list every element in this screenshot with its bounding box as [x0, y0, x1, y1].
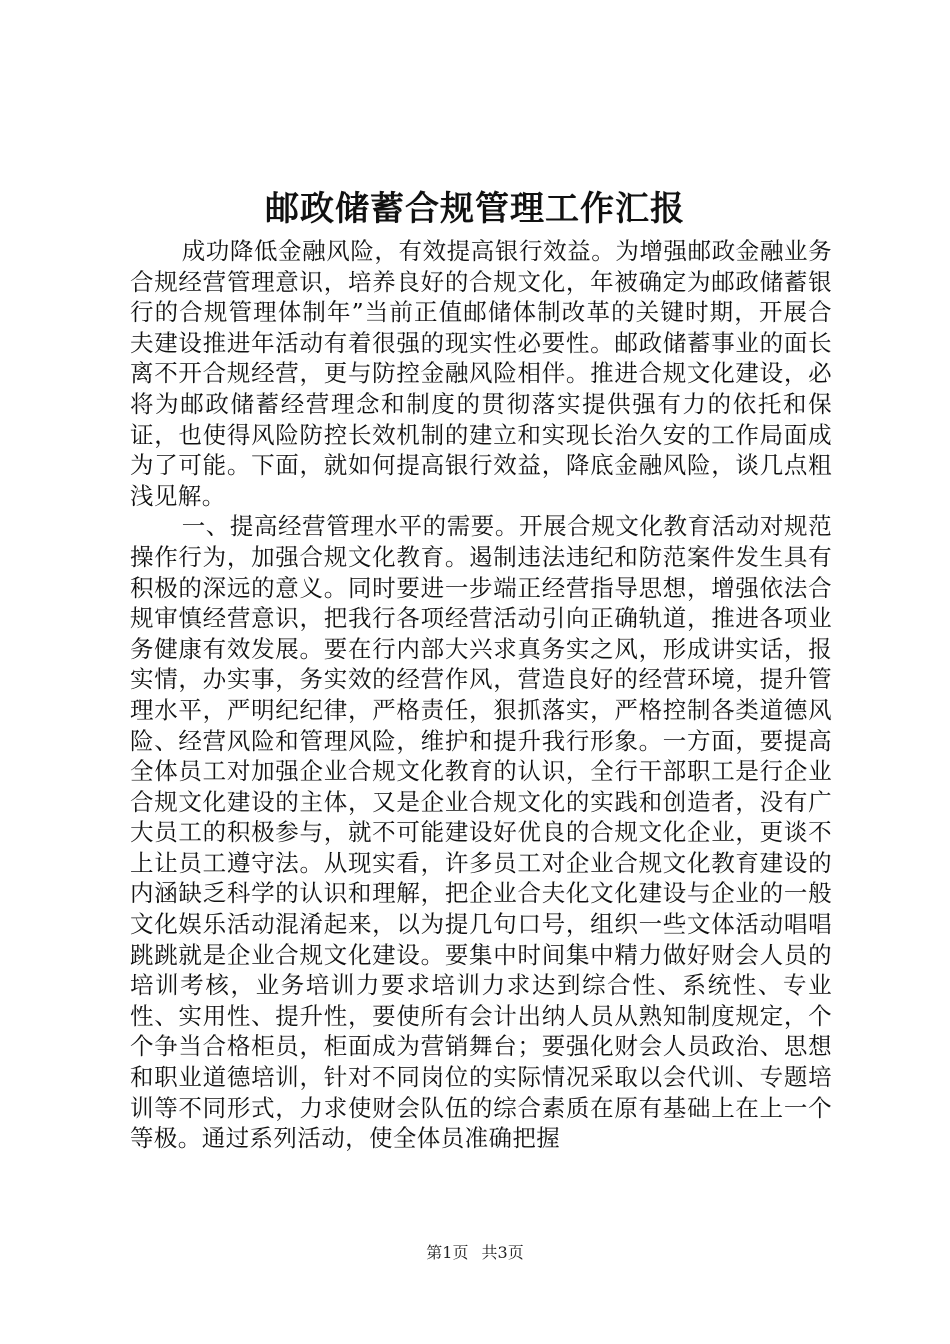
document-title: 邮政储蓄合规管理工作汇报 [265, 189, 685, 229]
paragraph-section-one: 一、提高经营管理水平的需要。开展合规文化教育活动对规范操作行为，加强合规文化教育。遏制违法违纪和防范案件发生具有积极的深远的意义。同时要进一步端正经营指导思想，增强依法合规审慎经营意识，把我行各项经营活动引向正确轨道，推进各项业务健康有效发展。要在行内部大兴求真务实之风，形成讲实话，报实情，办实事，务实效的经营作风，营造良好的经营环境，提升管理水平，严明纪纪律，严格责任，狠抓落实，严格控制各类道德风险、经营风险和管理风险，维护和提升我行形象。一方面，要提高全体员工对加强企业合规文化教育的认识，全行干部职工是行企业合规文化建设的主体，又是企业合规文化的实践和创造者，没有广大员工的积极参与，就不可能建设好优良的合规文化企业，更谈不上让员工遵守法。从现实看，许多员工对企业合规文化教育建设的内涵缺乏科学的认识和理解，把企业合夫化文化建设与企业的一般文化娱乐活动混淆起来，以为提几句口号，组织一些文体活动唱唱跳跳就是企业合规文化建设。要集中时间集中精力做好财会人员的培训考核，业务培训力要求培训力求达到综合性、系统性、专业性、实用性、提升性，要使所有会计出纳人员从熟知制度规定，个个争当合格柜员，柜面成为营销舞台；要强化财会人员政治、思想和职业道德培训，针对不同岗位的实际情况采取以会代训、专题培训等不同形式，力求使财会队伍的综合素质在原有基础上在上一个等极。通过系列活动，使全体员准确把握 [130, 512, 832, 1153]
page-number: 第1页 [426, 1243, 469, 1262]
paragraph-intro: 成功降低金融风险，有效提高银行效益。为增强邮政金融业务合规经营管理意识，培养良好的合规文化，年被确定为邮政储蓄银行的合规管理体制年”当前正值邮储体制改革的关键时期，开展合夫建设推进年活动有着很强的现实性必要性。邮政储蓄事业的面长离不开合规经营，更与防控金融风险相伴。推进合规文化建设，必将为邮政储蓄经营理念和制度的贯彻落实提供强有力的依托和保证，也使得风险防控长效机制的建立和实现长治久安的工作局面成为了可能。下面，就如何提高银行效益，降底金融风险，谈几点粗浅见解。 [130, 237, 832, 510]
page-footer [0, 1242, 950, 1264]
document-body [130, 236, 832, 1154]
page-total: 共3页 [481, 1243, 524, 1262]
